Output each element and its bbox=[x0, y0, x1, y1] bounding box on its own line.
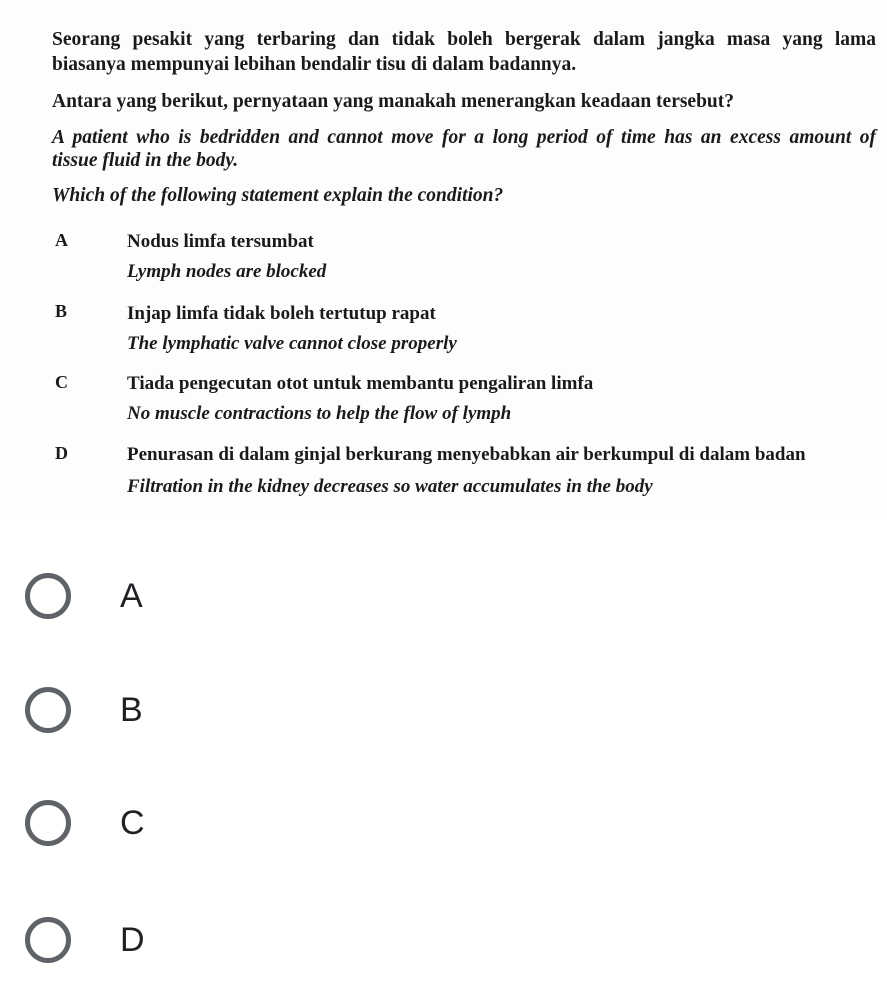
radio-choice-label[interactable]: A bbox=[120, 577, 143, 615]
option-c-english: No muscle contractions to help the flow of lymph bbox=[127, 403, 512, 424]
radio-circle-icon[interactable] bbox=[25, 800, 71, 846]
option-a-malay: Nodus limfa tersumbat bbox=[127, 231, 314, 252]
option-d-malay: Penurasan di dalam ginjal berkurang menyebabkan air berkumpul di dalam badan bbox=[127, 444, 806, 465]
option-a-english: Lymph nodes are blocked bbox=[127, 261, 327, 282]
radio-circle-icon[interactable] bbox=[25, 573, 71, 619]
question-english-prompt: Which of the following statement explain the condition? bbox=[52, 185, 504, 206]
question-malay-line-1: Seorang pesakit yang terbaring dan tidak boleh bergerak dalam jangka masa yang lama bbox=[52, 29, 876, 50]
radio-choice-label[interactable]: B bbox=[120, 691, 143, 729]
option-b-english: The lymphatic valve cannot close properly bbox=[127, 333, 457, 354]
radio-choice-label[interactable]: D bbox=[120, 921, 145, 959]
question-malay-line-2: biasanya mempunyai lebihan bendalir tisu di dalam badannya. bbox=[52, 54, 577, 75]
option-c-malay: Tiada pengecutan otot untuk membantu pengaliran limfa bbox=[127, 373, 594, 394]
radio-choice-a[interactable] bbox=[25, 573, 325, 633]
question-english-line-2: tissue fluid in the body. bbox=[52, 150, 239, 171]
option-b-letter: B bbox=[55, 301, 68, 321]
radio-choice-d[interactable] bbox=[25, 917, 325, 977]
radio-choice-c[interactable] bbox=[25, 800, 325, 860]
radio-circle-icon[interactable] bbox=[25, 917, 71, 963]
question-english-line-1: A patient who is bedridden and cannot move for a long period of time has an excess amount of bbox=[52, 127, 876, 148]
option-c-letter: C bbox=[55, 372, 68, 392]
option-d-english: Filtration in the kidney decreases so water accumulates in the body bbox=[127, 476, 653, 497]
option-b-malay: Injap limfa tidak boleh tertutup rapat bbox=[127, 303, 436, 324]
question-malay-prompt: Antara yang berikut, pernyataan yang manakah menerangkan keadaan tersebut? bbox=[52, 91, 735, 112]
option-a-letter: A bbox=[55, 230, 68, 250]
radio-choice-label[interactable]: C bbox=[120, 804, 145, 842]
option-d-letter: D bbox=[55, 443, 68, 463]
radio-circle-icon[interactable] bbox=[25, 687, 71, 733]
radio-choice-b[interactable] bbox=[25, 687, 325, 747]
